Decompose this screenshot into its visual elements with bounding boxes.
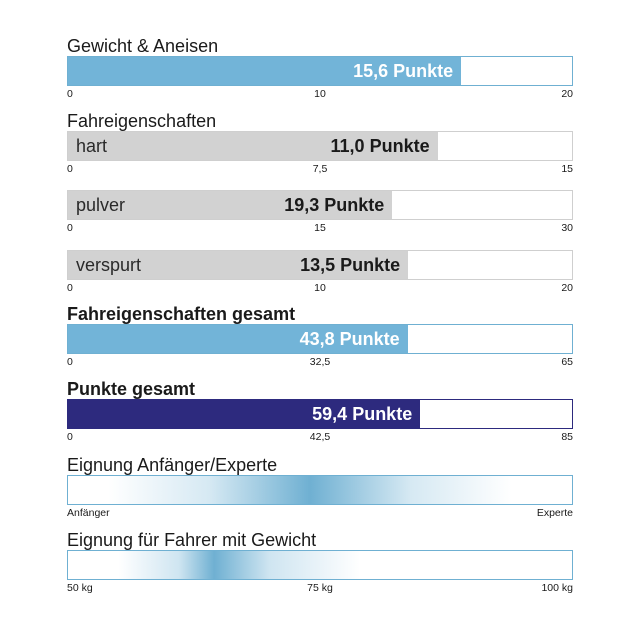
score-total-section: [67, 379, 573, 444]
handling-total-tick-mid: 32,5: [309, 356, 331, 368]
weight-value-label: 15,6 Punkte: [353, 60, 454, 81]
handling-powder-tick-min: 0: [67, 222, 73, 234]
score-total-tick-min: 0: [67, 431, 73, 443]
score-total-fill: [68, 400, 420, 428]
handling-powder-section: [67, 190, 573, 235]
weight-tick-mid: 10: [314, 88, 326, 100]
weight-tick-75kg: 75 kg: [307, 582, 333, 594]
handling-powder-bar: [67, 190, 573, 220]
weight-tick-100kg: 100 kg: [541, 582, 573, 594]
handling-tracked-tick-min: 0: [67, 282, 73, 294]
handling-hard-tick-mid: 7,5: [312, 163, 328, 175]
handling-total-section: [67, 304, 573, 369]
handling-tracked-bar: [67, 250, 573, 280]
handling-powder-label: pulver: [76, 194, 126, 215]
handling-powder-value-label: 19,3 Punkte: [284, 194, 385, 215]
handling-hard-value-label: 11,0 Punkte: [330, 135, 430, 156]
handling-total-bar: [67, 324, 573, 354]
handling-hard-fill: [68, 132, 438, 160]
weight-suitability-title: Eignung für Fahrer mit Gewicht: [67, 530, 317, 550]
weight-tick-50kg: 50 kg: [67, 582, 93, 594]
weight-axis: [67, 88, 573, 101]
handling-hard-bar: [67, 131, 573, 161]
handling-tracked-label: verspurt: [76, 254, 142, 275]
handling-total-value-label: 43,8 Punkte: [299, 328, 400, 349]
handling-tracked-section: [67, 250, 573, 295]
weight-suitability-axis: [67, 582, 573, 595]
weight-tick-max: 20: [561, 88, 573, 100]
skill-suitability-section: [67, 455, 573, 520]
handling-powder-tick-mid: 15: [314, 222, 326, 234]
skill-suitability-gradient: [67, 475, 573, 505]
handling-tracked-axis: [67, 282, 573, 295]
weight-title: Gewicht & Aneisen: [67, 36, 219, 56]
score-total-title: Punkte gesamt: [67, 379, 196, 399]
handling-total-tick-min: 0: [67, 356, 73, 368]
score-total-value-label: 59,4 Punkte: [312, 403, 413, 424]
handling-section: [67, 111, 573, 176]
weight-bar-fill: [68, 57, 461, 85]
handling-total-title: Fahreigenschaften gesamt: [67, 304, 296, 324]
handling-hard-label: hart: [76, 135, 108, 156]
handling-tracked-value-label: 13,5 Punkte: [300, 254, 401, 275]
weight-bar: [67, 56, 573, 86]
score-total-axis: [67, 431, 573, 444]
skill-suitability-title: Eignung Anfänger/Experte: [67, 455, 278, 475]
skill-tick-beginner: Anfänger: [67, 507, 110, 519]
handling-hard-tick-max: 15: [561, 163, 573, 175]
weight-tick-min: 0: [67, 88, 73, 100]
score-total-tick-mid: 42,5: [309, 431, 331, 443]
skill-suitability-axis: [67, 507, 573, 520]
handling-total-fill: [68, 325, 408, 353]
handling-powder-axis: [67, 222, 573, 235]
weight-suitability-gradient: [67, 550, 573, 580]
score-total-bar: [67, 399, 573, 429]
weight-suitability-section: [67, 530, 573, 595]
score-total-tick-max: 85: [561, 431, 573, 443]
handling-total-axis: [67, 356, 573, 369]
handling-title: Fahreigenschaften: [67, 111, 217, 131]
handling-hard-axis: [67, 163, 573, 176]
handling-powder-tick-max: 30: [561, 222, 573, 234]
handling-total-tick-max: 65: [561, 356, 573, 368]
skill-tick-expert: Experte: [536, 507, 573, 519]
handling-hard-tick-min: 0: [67, 163, 73, 175]
handling-tracked-tick-max: 20: [561, 282, 573, 294]
weight-section: [67, 36, 573, 101]
handling-tracked-tick-mid: 10: [314, 282, 326, 294]
